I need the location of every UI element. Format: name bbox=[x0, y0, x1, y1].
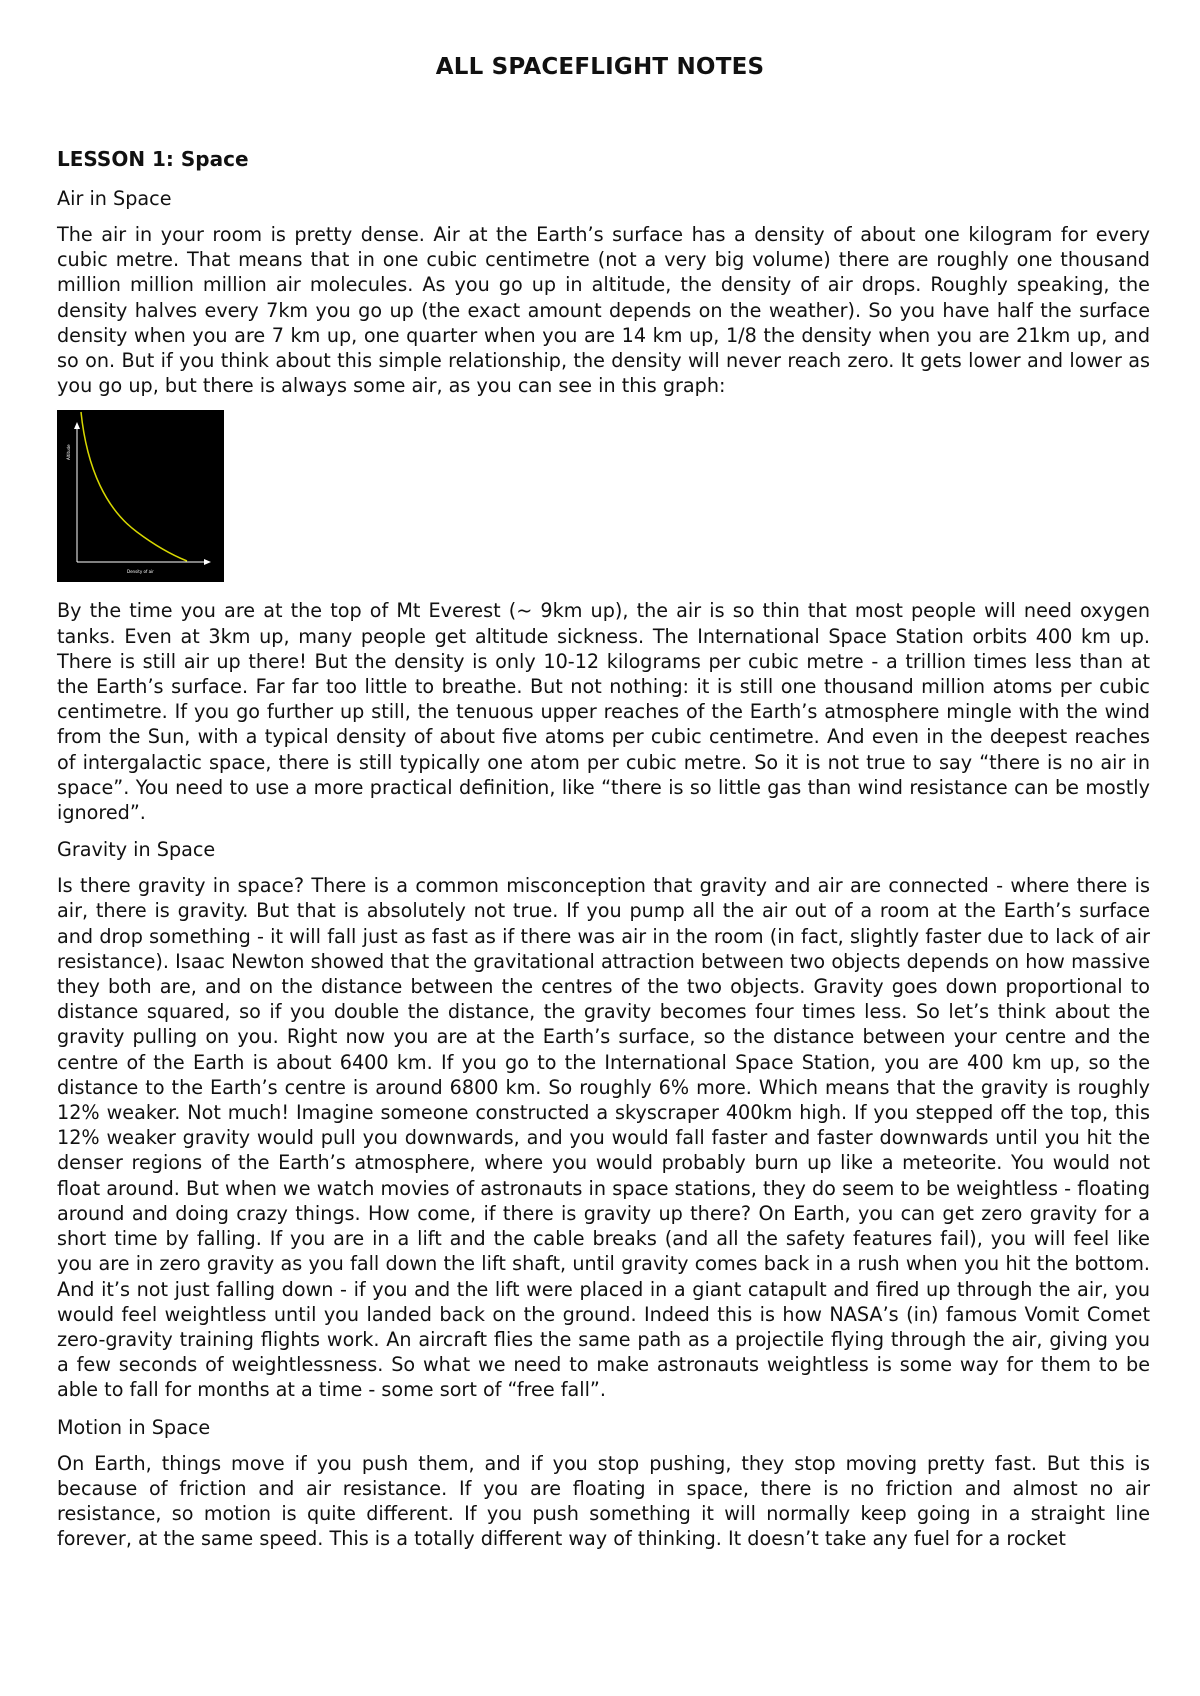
paragraph-air-details: By the time you are at the top of Mt Everest (~ 9km up), the air is so thin that most people will need oxygen tanks. Even at 3km up, many people get altitude sickness. The International Space Station orbits 400 km up. There is still air up there! But the density is only 10-12 kilograms per cubic metre - a trillion times less than at the Earth’s surface. Far far too little to breathe. But not nothing: it is still one thousand million atoms per cubic centimetre. If you go further up still, the tenuous upper reaches of the Earth’s atmosphere mingle with the wind from the Sun, with a typical density of about five atoms per cubic centimetre. And even in the deepest reaches of intergalactic space, there is still typically one atom per cubic metre. So it is not true to say “there is no air in space”. You need to use a more practical definition, like “there is so little gas than wind resistance can be mostly ignored”. bbox=[57, 599, 1150, 825]
section-heading-gravity: Gravity in Space bbox=[57, 838, 216, 862]
section-heading-air: Air in Space bbox=[57, 187, 172, 210]
lesson-heading: LESSON 1: Space bbox=[57, 147, 249, 171]
paragraph-gravity: Is there gravity in space? There is a common misconception that gravity and air are connected - where there is air, there is gravity. But that is absolutely not true. If you pump all the air out of a room at the Earth’s surface and drop something - it will fall just as fast as if there was air in the room (in fact, slightly faster due to lack of air resistance). Isaac Newton showed that the gravitational attraction between two objects depends on how massive they both are, and on the distance between the centres of the two objects. Gravity goes down proportional to distance squared, so if you double the distance, the gravity becomes four times less. So let’s think about the gravity pulling on you. Right now you are at the Earth’s surface, so the distance between your centre and the centre of the Earth is about 6400 km. If you go to the International Space Station, you are 400 km up, so the distance to the Earth’s centre is around 6800 km. So roughly 6% more. Which means that the gravity is roughly 12% weaker. Not much! Imagine someone constructed a skyscraper 400km high. If you stepped off the top, this 12% weaker gravity would pull you downwards, and you would fall faster and faster downwards until you hit the denser regions of the Earth’s atmosphere, where you would probably burn up like a meteorite. You would not float around. But when we watch movies of astronauts in space stations, they do seem to be weightless - floating around and doing crazy things. How come, if there is gravity up there? On Earth, you can get zero gravity for a short time by falling. If you are in a lift and the cable breaks (and all the safety features fail), you will feel like you are in zero gravity as you fall down the lift shaft, until gravity comes back in a rush when you hit the bottom. And it’s not just falling down - if you and the lift were placed in a giant catapult and fired up through the air, you would feel weightless until you landed back on the ground. Indeed this is how NASA’s (in) famous Vomit Comet zero-gravity training flights work. An aircraft flies the same path as a projectile flying through the air, giving you a few seconds of weightlessness. So what we need to make astronauts weightless is some way for them to be able to fall for months at a time - some sort of “free fall”. bbox=[57, 874, 1150, 1402]
paragraph-motion: On Earth, things move if you push them, and if you stop pushing, they stop moving pretty fast. But this is because of friction and air resistance. If you are floating in space, there is no friction and almost no air resistance, so motion is quite different. If you push something it will normally keep going in a straight line forever, at the same speed. This is a totally different way of thinking. It doesn’t take any fuel for a rocket bbox=[57, 1451, 1150, 1551]
graph-background bbox=[57, 410, 224, 582]
density-altitude-graph bbox=[57, 410, 224, 582]
document-content bbox=[57, 146, 1150, 1563]
graph-y-axis-label: Altitude bbox=[66, 444, 71, 461]
graph-x-axis-label: Density of air bbox=[127, 569, 154, 575]
paragraph-air-intro: The air in your room is pretty dense. Air at the Earth’s surface has a density of about one kilogram for every cubic metre. That means that in one cubic centimetre (not a very big volume) there are roughly one thousand million million million air molecules. As you go up in altitude, the density of air drops. Roughly speaking, the density halves every 7km you go up (the exact amount depends on the weather). So you have half the surface density when you are 7 km up, one quarter when you are 14 km up, 1/8 the density when you are 21km up, and so on. But if you think about this simple relationship, the density will never reach zero. It gets lower and lower as you go up, but there is always some air, as you can see in this graph: bbox=[57, 223, 1150, 398]
section-heading-motion: Motion in Space bbox=[57, 1415, 211, 1439]
document-title: ALL SPACEFLIGHT NOTES bbox=[435, 54, 765, 80]
